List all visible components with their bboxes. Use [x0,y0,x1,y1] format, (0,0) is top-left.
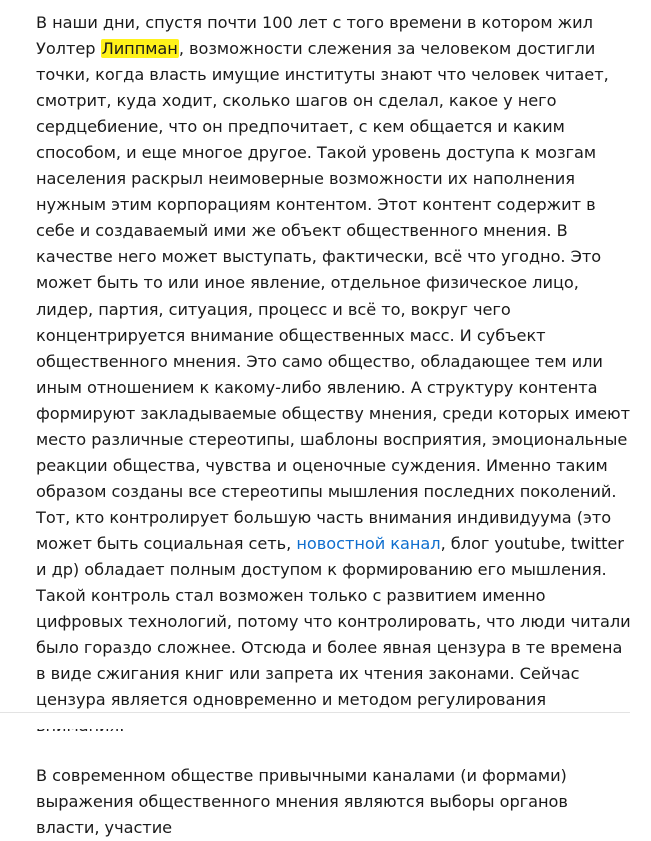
paragraph-1-text-end: , блог youtube, twitter и др) обладает полным доступом к формированию его мышления. Такой контроль стал возможен только с развитием именно цифровых технологий, потому что контролировать, что люди читали было гораздо сложнее. Отсюда и более явная цензура в те времена в виде сжигания книг или запрета их чтения законами. Сейчас цензура является одновременно и методом регулирования [36,533,631,710]
paragraph-1-text-middle: , возможности слежения за человеком достигли точки, когда власть имущие институты знают что человек читает, смотрит, куда ходит, сколько шагов он сделал, какое у него сердцебиение, что он предпочитает, с кем общается и каким способом, и еще многое другое. Такой уровень доступа к мозгам населения раскрыл неимоверные возможности их наполнения нужным этим корпорациям контентом. Этот контент содержит в себе и создаваемый ими же объект общественного мнения. В качестве него может выступать, фактически, всё что угодно. Это может быть то или иное явление, отдельное физическое лицо, лидер, партия, ситуация, процесс и всё то, вокруг чего концентрируется внимание общественных масс. И субъект общественного мнения. Это само общество, обладающее тем или иным отношением к какому-либо явлению. А структуру контента формируют закладываемые обществу мнения, среди которых имеют место различные стереотипы, шаблоны восприятия, эмоциональные реакции общества, чувства и оценочные суждения. Именно таким образом созданы все стереотипы мышления последних поколений. Тот, кто контролирует большую часть внимания индивидуума (это может быть социальная сеть, [36,39,630,553]
viewport-cutoff [0,712,651,729]
bottom-divider [0,712,630,713]
paragraph-1 [36,10,636,739]
highlighted-term: Липпман [101,39,178,59]
paragraph-2: В современном обществе привычными каналами (и формами) выражения общественного мнения являются выборы органов власти, участие [36,766,568,838]
paragraph-1-text-start: В наши дни, спустя почти 100 лет с того времени в котором жил Уолтер [36,13,593,59]
news-channel-link[interactable]: новостной канал [296,533,441,553]
